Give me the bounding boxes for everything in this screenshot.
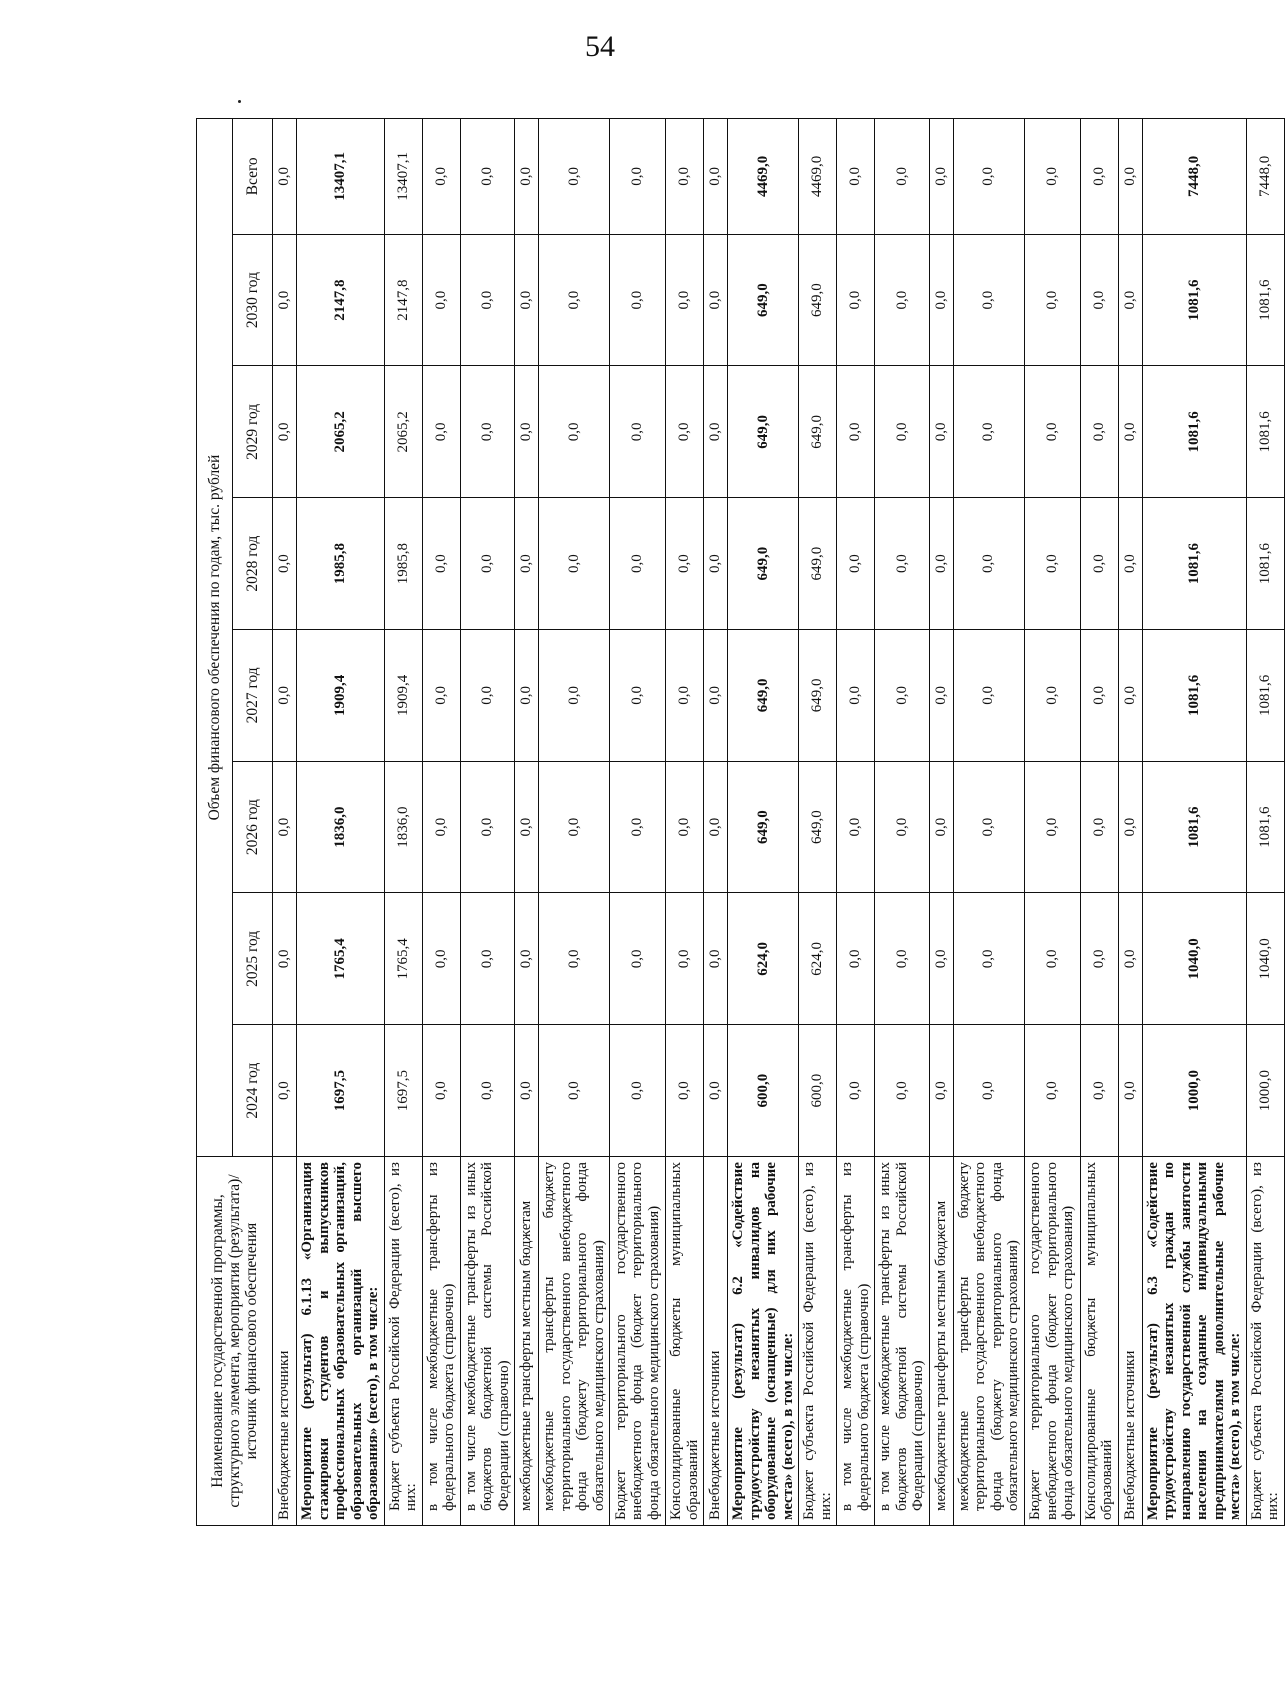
value-cell: 1985,8	[384, 498, 422, 630]
value-cell: 0,0	[539, 761, 610, 893]
row-label: Мероприятие (результат) 6.2 «Содействие трудоустройству незанятых инвалидов на оборудованные (оснащенные) для них рабочие места» (всего), в том числе:	[728, 1157, 799, 1526]
table-row	[273, 119, 297, 1526]
value-cell: 0,0	[837, 498, 875, 630]
value-cell: 0,0	[1080, 366, 1118, 498]
value-cell: 13407,1	[297, 119, 385, 235]
value-cell: 0,0	[666, 234, 704, 366]
row-label: Внебюджетные источники	[704, 1157, 728, 1526]
value-cell: 0,0	[953, 893, 1024, 1025]
value-cell: 0,0	[515, 119, 539, 235]
value-cell: 0,0	[704, 119, 728, 235]
value-cell: 0,0	[837, 629, 875, 761]
value-cell: 1765,4	[384, 893, 422, 1025]
value-cell: 0,0	[1024, 629, 1080, 761]
value-cell: 0,0	[460, 234, 515, 366]
row-label: межбюджетные трансферты бюджету территориального государственного внебюджетного фонда (бюджету территориального фонда обязательного медицинского страхования)	[953, 1157, 1024, 1526]
value-cell: 1985,8	[297, 498, 385, 630]
value-cell: 4469,0	[728, 119, 799, 235]
value-cell: 1909,4	[297, 629, 385, 761]
value-cell: 649,0	[728, 234, 799, 366]
value-cell: 0,0	[929, 893, 953, 1025]
year-header: 2027 год	[233, 629, 273, 761]
value-cell: 0,0	[837, 761, 875, 893]
value-cell: 0,0	[1118, 119, 1142, 235]
table-row	[837, 119, 875, 1526]
value-cell: 0,0	[539, 366, 610, 498]
value-cell: 1765,4	[297, 893, 385, 1025]
value-cell: 0,0	[1024, 234, 1080, 366]
value-cell: 0,0	[666, 1025, 704, 1157]
value-cell: 0,0	[1080, 893, 1118, 1025]
value-cell: 0,0	[422, 629, 460, 761]
value-cell: 0,0	[422, 893, 460, 1025]
value-cell: 0,0	[515, 761, 539, 893]
value-cell: 0,0	[610, 234, 666, 366]
value-cell: 0,0	[929, 629, 953, 761]
value-cell: 0,0	[539, 498, 610, 630]
value-cell: 0,0	[953, 761, 1024, 893]
value-cell: 0,0	[1024, 893, 1080, 1025]
value-cell: 0,0	[929, 234, 953, 366]
row-label: в том числе межбюджетные трансферты из федерального бюджета (справочно)	[837, 1157, 875, 1526]
value-cell: 0,0	[704, 366, 728, 498]
value-cell: 0,0	[610, 629, 666, 761]
value-cell: 0,0	[953, 234, 1024, 366]
value-cell: 0,0	[1024, 761, 1080, 893]
table-row	[1080, 119, 1118, 1526]
value-cell: 0,0	[1080, 629, 1118, 761]
value-cell: 0,0	[837, 234, 875, 366]
value-cell: 0,0	[422, 366, 460, 498]
value-cell: 0,0	[610, 366, 666, 498]
year-header: 2030 год	[233, 234, 273, 366]
value-cell: 649,0	[728, 498, 799, 630]
value-cell: 0,0	[1080, 761, 1118, 893]
table-row	[666, 119, 704, 1526]
value-cell: 0,0	[875, 498, 930, 630]
value-cell: 624,0	[728, 893, 799, 1025]
financing-table	[196, 118, 1285, 1526]
value-cell: 0,0	[610, 893, 666, 1025]
value-cell: 0,0	[1024, 498, 1080, 630]
name-column-header: Наименование государственной программы, структурного элемента, мероприятия (результата)/источник финансового обеспечения	[197, 1157, 273, 1526]
value-cell: 0,0	[273, 119, 297, 235]
value-cell: 1000,0	[1246, 1025, 1284, 1157]
table-row	[297, 119, 385, 1526]
value-cell: 1000,0	[1142, 1025, 1246, 1157]
value-cell: 2147,8	[384, 234, 422, 366]
value-cell: 0,0	[666, 366, 704, 498]
value-cell: 0,0	[875, 893, 930, 1025]
value-cell: 0,0	[704, 893, 728, 1025]
value-cell: 0,0	[273, 1025, 297, 1157]
value-cell: 0,0	[704, 761, 728, 893]
value-cell: 0,0	[666, 761, 704, 893]
table-row	[1246, 119, 1284, 1526]
value-cell: 0,0	[837, 119, 875, 235]
value-cell: 0,0	[422, 1025, 460, 1157]
value-cell: 0,0	[837, 893, 875, 1025]
value-cell: 0,0	[704, 629, 728, 761]
row-label: Бюджет субъекта Российской Федерации (всего), из них:	[384, 1157, 422, 1526]
value-cell: 2065,2	[384, 366, 422, 498]
value-cell: 0,0	[1080, 1025, 1118, 1157]
value-cell: 0,0	[666, 119, 704, 235]
row-label: в том числе межбюджетные трансферты из иных бюджетов бюджетной системы Российской Федерации (справочно)	[460, 1157, 515, 1526]
value-cell: 1040,0	[1246, 893, 1284, 1025]
table-row	[610, 119, 666, 1526]
row-label: в том числе межбюджетные трансферты из иных бюджетов бюджетной системы Российской Федерации (справочно)	[875, 1157, 930, 1526]
value-cell: 649,0	[799, 498, 837, 630]
year-header: 2025 год	[233, 893, 273, 1025]
row-label: Консолидированные бюджеты муниципальных образований	[666, 1157, 704, 1526]
value-cell: 0,0	[1080, 119, 1118, 235]
value-cell: 0,0	[422, 234, 460, 366]
value-cell: 4469,0	[799, 119, 837, 235]
value-cell: 1081,6	[1246, 366, 1284, 498]
rotated-table-container	[196, 118, 1281, 1526]
year-header: 2026 год	[233, 761, 273, 893]
value-cell: 2147,8	[297, 234, 385, 366]
value-cell: 0,0	[1024, 1025, 1080, 1157]
table-row	[929, 119, 953, 1526]
value-cell: 0,0	[704, 234, 728, 366]
value-cell: 0,0	[515, 629, 539, 761]
value-cell: 1081,6	[1142, 366, 1246, 498]
value-cell: 600,0	[799, 1025, 837, 1157]
table-row	[384, 119, 422, 1526]
value-cell: 0,0	[1118, 1025, 1142, 1157]
value-cell: 0,0	[929, 1025, 953, 1157]
value-cell: 0,0	[1118, 366, 1142, 498]
value-cell: 0,0	[273, 893, 297, 1025]
value-cell: 0,0	[460, 629, 515, 761]
value-cell: 0,0	[610, 1025, 666, 1157]
row-label: Бюджет субъекта Российской Федерации (всего), из них:	[799, 1157, 837, 1526]
value-cell: 0,0	[704, 1025, 728, 1157]
value-cell: 0,0	[666, 893, 704, 1025]
table-row	[1118, 119, 1142, 1526]
value-cell: 1081,6	[1246, 761, 1284, 893]
year-header: Всего	[233, 119, 273, 235]
value-cell: 0,0	[422, 761, 460, 893]
value-cell: 649,0	[799, 366, 837, 498]
value-cell: 0,0	[273, 761, 297, 893]
value-cell: 0,0	[953, 366, 1024, 498]
value-cell: 1081,6	[1142, 629, 1246, 761]
value-cell: 1836,0	[297, 761, 385, 893]
table-row	[953, 119, 1024, 1526]
value-cell: 0,0	[460, 498, 515, 630]
row-label: Внебюджетные источники	[1118, 1157, 1142, 1526]
value-cell: 13407,1	[384, 119, 422, 235]
value-cell: 0,0	[837, 366, 875, 498]
value-cell: 1697,5	[384, 1025, 422, 1157]
value-cell: 0,0	[1118, 893, 1142, 1025]
value-cell: 1081,6	[1246, 498, 1284, 630]
row-label: Бюджет субъекта Российской Федерации (всего), из них:	[1246, 1157, 1284, 1526]
value-cell: 0,0	[610, 119, 666, 235]
value-cell: 1081,6	[1246, 629, 1284, 761]
value-cell: 0,0	[1024, 366, 1080, 498]
value-cell: 0,0	[875, 761, 930, 893]
page-number: 54	[585, 30, 615, 63]
value-cell: 0,0	[539, 893, 610, 1025]
value-cell: 0,0	[460, 119, 515, 235]
value-cell: 0,0	[515, 366, 539, 498]
value-cell: 0,0	[1080, 234, 1118, 366]
value-cell: 0,0	[666, 629, 704, 761]
value-cell: 0,0	[1080, 498, 1118, 630]
value-cell: 649,0	[799, 761, 837, 893]
table-row	[704, 119, 728, 1526]
value-cell: 0,0	[515, 893, 539, 1025]
value-cell: 0,0	[1118, 629, 1142, 761]
value-cell: 1836,0	[384, 761, 422, 893]
value-cell: 0,0	[875, 1025, 930, 1157]
value-cell: 0,0	[539, 629, 610, 761]
value-cell: 0,0	[875, 629, 930, 761]
value-cell: 0,0	[953, 629, 1024, 761]
row-label: межбюджетные трансферты местным бюджетам	[515, 1157, 539, 1526]
value-cell: 0,0	[422, 119, 460, 235]
value-cell: 0,0	[539, 119, 610, 235]
row-label: Внебюджетные источники	[273, 1157, 297, 1526]
value-cell: 0,0	[422, 498, 460, 630]
value-cell: 0,0	[929, 119, 953, 235]
value-cell: 2065,2	[297, 366, 385, 498]
value-cell: 0,0	[953, 119, 1024, 235]
value-cell: 649,0	[799, 629, 837, 761]
value-cell: 1081,6	[1142, 498, 1246, 630]
table-row	[799, 119, 837, 1526]
value-cell: 0,0	[273, 629, 297, 761]
table-row	[1142, 119, 1246, 1526]
value-cell: 1040,0	[1142, 893, 1246, 1025]
value-cell: 0,0	[837, 1025, 875, 1157]
table-row	[875, 119, 930, 1526]
table-row	[1024, 119, 1080, 1526]
value-cell: 0,0	[929, 761, 953, 893]
year-header: 2028 год	[233, 498, 273, 630]
value-cell: 649,0	[799, 234, 837, 366]
value-cell: 1081,6	[1142, 234, 1246, 366]
value-cell: 0,0	[929, 366, 953, 498]
value-cell: 0,0	[875, 366, 930, 498]
value-cell: 1697,5	[297, 1025, 385, 1157]
value-cell: 0,0	[460, 366, 515, 498]
value-cell: 0,0	[515, 498, 539, 630]
scan-speck	[238, 100, 241, 103]
row-label: Бюджет территориального государственного внебюджетного фонда (бюджет территориального фонда обязательного медицинского страхования)	[610, 1157, 666, 1526]
value-cell: 0,0	[1118, 761, 1142, 893]
value-cell: 624,0	[799, 893, 837, 1025]
value-cell: 0,0	[273, 366, 297, 498]
year-header: 2029 год	[233, 366, 273, 498]
table-row	[539, 119, 610, 1526]
value-cell: 0,0	[610, 498, 666, 630]
value-cell: 600,0	[728, 1025, 799, 1157]
value-cell: 649,0	[728, 629, 799, 761]
value-cell: 0,0	[1118, 498, 1142, 630]
value-cell: 0,0	[704, 498, 728, 630]
value-cell: 0,0	[515, 1025, 539, 1157]
value-cell: 0,0	[666, 498, 704, 630]
value-cell: 0,0	[460, 1025, 515, 1157]
value-cell: 1081,6	[1246, 234, 1284, 366]
row-label: Мероприятие (результат) 6.1.13 «Организация стажировки студентов и выпускников профессиональных образовательных организаций, образовательных организаций высшего образования» (всего), в том числе:	[297, 1157, 385, 1526]
value-cell: 0,0	[515, 234, 539, 366]
value-cell: 649,0	[728, 366, 799, 498]
value-cell: 0,0	[460, 761, 515, 893]
value-cell: 0,0	[460, 893, 515, 1025]
value-cell: 1081,6	[1142, 761, 1246, 893]
table-row	[515, 119, 539, 1526]
row-label: межбюджетные трансферты бюджету территориального государственного внебюджетного фонда (бюджету территориального фонда обязательного медицинского страхования)	[539, 1157, 610, 1526]
value-cell: 0,0	[539, 1025, 610, 1157]
year-header: 2024 год	[233, 1025, 273, 1157]
table-row	[728, 119, 799, 1526]
row-label: Бюджет территориального государственного внебюджетного фонда (бюджет территориального фонда обязательного медицинского страхования)	[1024, 1157, 1080, 1526]
financing-group-header: Объем финансового обеспечения по годам, тыс. рублей	[197, 119, 233, 1157]
value-cell: 0,0	[273, 234, 297, 366]
value-cell: 0,0	[539, 234, 610, 366]
value-cell: 7448,0	[1246, 119, 1284, 235]
value-cell: 0,0	[1024, 119, 1080, 235]
table-row	[460, 119, 515, 1526]
table-row	[422, 119, 460, 1526]
row-label: Мероприятие (результат) 6.3 «Содействие трудоустройству незанятых граждан по направлению государственной службы занятости населения на созданные индивидуальными предпринимателями дополнительные рабочие места» (всего), в том числе:	[1142, 1157, 1246, 1526]
row-label: межбюджетные трансферты местным бюджетам	[929, 1157, 953, 1526]
value-cell: 0,0	[953, 498, 1024, 630]
value-cell: 0,0	[1118, 234, 1142, 366]
value-cell: 0,0	[929, 498, 953, 630]
value-cell: 0,0	[953, 1025, 1024, 1157]
value-cell: 0,0	[273, 498, 297, 630]
row-label: в том числе межбюджетные трансферты из федерального бюджета (справочно)	[422, 1157, 460, 1526]
value-cell: 1909,4	[384, 629, 422, 761]
value-cell: 7448,0	[1142, 119, 1246, 235]
value-cell: 649,0	[728, 761, 799, 893]
value-cell: 0,0	[875, 119, 930, 235]
value-cell: 0,0	[610, 761, 666, 893]
row-label: Консолидированные бюджеты муниципальных образований	[1080, 1157, 1118, 1526]
value-cell: 0,0	[875, 234, 930, 366]
